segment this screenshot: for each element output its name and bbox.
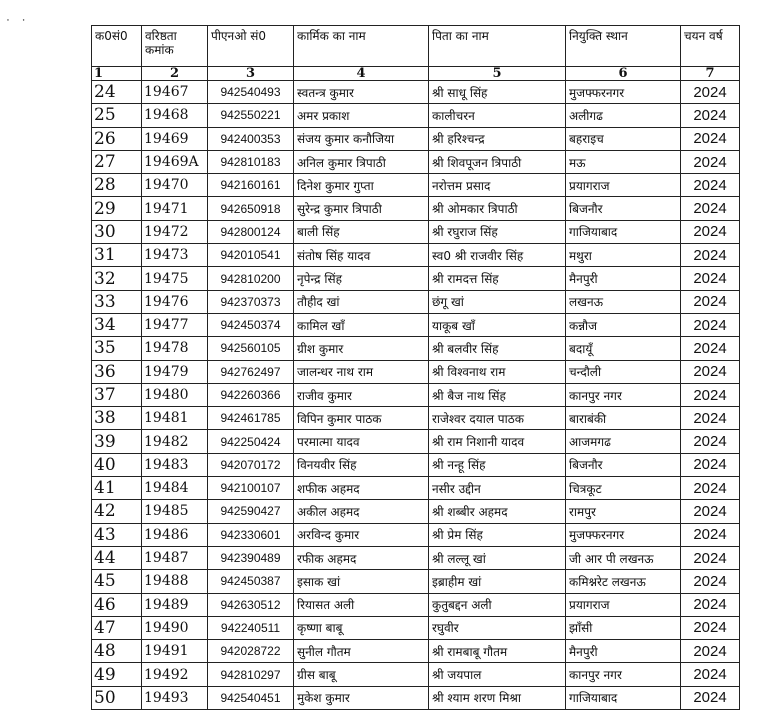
father-name-cell: स्व0 श्री राजवीर सिंह — [429, 244, 566, 267]
table-row — [92, 290, 740, 313]
posting-cell: बिजनौर — [566, 453, 681, 476]
name-cell: संजय कुमार कनौजिया — [294, 127, 429, 150]
serial-cell: 34 — [92, 313, 142, 336]
table-row — [92, 127, 740, 150]
name-cell: अमर प्रकाश — [294, 104, 429, 127]
father-name-cell: श्री नन्हू सिंह — [429, 453, 566, 476]
name-cell: नृपेन्द्र सिंह — [294, 267, 429, 290]
table-row — [92, 500, 740, 523]
table-row — [92, 360, 740, 383]
seniority-cell: 19485 — [142, 500, 208, 523]
seniority-cell: 19489 — [142, 593, 208, 616]
table-row — [92, 686, 740, 709]
header-serial: क0सं0 — [92, 26, 142, 67]
pno-cell: 942550221 — [208, 104, 294, 127]
name-cell: अनिल कुमार त्रिपाठी — [294, 150, 429, 173]
year-cell: 2024 — [681, 430, 740, 453]
father-name-cell: श्री शब्बीर अहमद — [429, 500, 566, 523]
column-number: 2 — [142, 67, 208, 81]
serial-cell: 42 — [92, 500, 142, 523]
pno-cell: 942630512 — [208, 593, 294, 616]
header-pno: पीएनओ सं0 — [208, 26, 294, 67]
father-name-cell: श्री राम निशानी यादव — [429, 430, 566, 453]
serial-cell: 44 — [92, 546, 142, 569]
year-cell: 2024 — [681, 570, 740, 593]
header-posting: नियुक्ति स्थान — [566, 26, 681, 67]
posting-cell: मैनपुरी — [566, 640, 681, 663]
table-row — [92, 453, 740, 476]
pno-cell: 942028722 — [208, 640, 294, 663]
seniority-cell: 19492 — [142, 663, 208, 686]
pno-cell: 942260366 — [208, 383, 294, 406]
year-cell: 2024 — [681, 523, 740, 546]
year-cell: 2024 — [681, 197, 740, 220]
column-number: 3 — [208, 67, 294, 81]
seniority-cell: 19467 — [142, 81, 208, 104]
father-name-cell: कालीचरन — [429, 104, 566, 127]
pno-cell: 942540493 — [208, 81, 294, 104]
father-name-cell: श्री शिवपूजन त्रिपाठी — [429, 150, 566, 173]
posting-cell: कमिश्नरेट लखनऊ — [566, 570, 681, 593]
pno-cell: 942450387 — [208, 570, 294, 593]
name-cell: कृष्णा बाबू — [294, 616, 429, 639]
pno-cell: 942400353 — [208, 127, 294, 150]
father-name-cell: श्री लल्लू खां — [429, 546, 566, 569]
year-cell: 2024 — [681, 407, 740, 430]
name-cell: रफीक अहमद — [294, 546, 429, 569]
name-cell: इसाक खां — [294, 570, 429, 593]
posting-cell: कानपुर नगर — [566, 663, 681, 686]
father-name-cell: नरोत्तम प्रसाद — [429, 174, 566, 197]
posting-cell: गाजियाबाद — [566, 686, 681, 709]
table-row — [92, 220, 740, 243]
header-father: पिता का नाम — [429, 26, 566, 67]
year-cell: 2024 — [681, 337, 740, 360]
pno-cell: 942450374 — [208, 313, 294, 336]
serial-cell: 41 — [92, 477, 142, 500]
serial-cell: 46 — [92, 593, 142, 616]
posting-cell: प्रयागराज — [566, 593, 681, 616]
posting-cell: मऊ — [566, 150, 681, 173]
corner-mark: ॱ ॱ — [6, 16, 30, 30]
serial-cell: 49 — [92, 663, 142, 686]
table-row — [92, 244, 740, 267]
posting-cell: जी आर पी लखनऊ — [566, 546, 681, 569]
table-row — [92, 570, 740, 593]
name-cell: संतोष सिंह यादव — [294, 244, 429, 267]
year-cell: 2024 — [681, 500, 740, 523]
father-name-cell: श्री बलवीर सिंह — [429, 337, 566, 360]
year-cell: 2024 — [681, 616, 740, 639]
serial-cell: 31 — [92, 244, 142, 267]
column-number: 4 — [294, 67, 429, 81]
year-cell: 2024 — [681, 663, 740, 686]
column-number: 5 — [429, 67, 566, 81]
name-cell: सुरेन्द्र कुमार त्रिपाठी — [294, 197, 429, 220]
serial-cell: 33 — [92, 290, 142, 313]
serial-cell: 36 — [92, 360, 142, 383]
pno-cell: 942160161 — [208, 174, 294, 197]
table-row — [92, 640, 740, 663]
year-cell: 2024 — [681, 593, 740, 616]
year-cell: 2024 — [681, 267, 740, 290]
year-cell: 2024 — [681, 220, 740, 243]
name-cell: अकील अहमद — [294, 500, 429, 523]
seniority-cell: 19488 — [142, 570, 208, 593]
year-cell: 2024 — [681, 546, 740, 569]
serial-cell: 48 — [92, 640, 142, 663]
name-cell: अरविन्द कुमार — [294, 523, 429, 546]
posting-cell: अलीगढ — [566, 104, 681, 127]
year-cell: 2024 — [681, 360, 740, 383]
seniority-cell: 19477 — [142, 313, 208, 336]
father-name-cell: श्री रामबाबू गौतम — [429, 640, 566, 663]
seniority-cell: 19476 — [142, 290, 208, 313]
posting-cell: प्रयागराज — [566, 174, 681, 197]
pno-cell: 942070172 — [208, 453, 294, 476]
posting-cell: लखनऊ — [566, 290, 681, 313]
seniority-cell: 19480 — [142, 383, 208, 406]
father-name-cell: श्री रघुराज सिंह — [429, 220, 566, 243]
pno-cell: 942590427 — [208, 500, 294, 523]
father-name-cell: श्री श्याम शरण मिश्रा — [429, 686, 566, 709]
header-seniority: वरिष्ठता कमांक — [142, 26, 208, 67]
seniority-cell: 19472 — [142, 220, 208, 243]
table-row — [92, 616, 740, 639]
posting-cell: रामपुर — [566, 500, 681, 523]
name-cell: ग्रीश कुमार — [294, 337, 429, 360]
posting-cell: बाराबंकी — [566, 407, 681, 430]
posting-cell: बिजनौर — [566, 197, 681, 220]
posting-cell: मैनपुरी — [566, 267, 681, 290]
serial-cell: 28 — [92, 174, 142, 197]
year-cell: 2024 — [681, 313, 740, 336]
father-name-cell: श्री प्रेम सिंह — [429, 523, 566, 546]
serial-cell: 35 — [92, 337, 142, 360]
posting-cell: कन्नौज — [566, 313, 681, 336]
year-cell: 2024 — [681, 477, 740, 500]
father-name-cell: नसीर उद्दीन — [429, 477, 566, 500]
seniority-cell: 19487 — [142, 546, 208, 569]
table-row — [92, 523, 740, 546]
pno-cell: 942461785 — [208, 407, 294, 430]
father-name-cell: इब्राहीम खां — [429, 570, 566, 593]
table-row — [92, 174, 740, 197]
name-cell: रियासत अली — [294, 593, 429, 616]
serial-cell: 29 — [92, 197, 142, 220]
year-cell: 2024 — [681, 640, 740, 663]
pno-cell: 942810200 — [208, 267, 294, 290]
pno-cell: 942370373 — [208, 290, 294, 313]
seniority-cell: 19478 — [142, 337, 208, 360]
pno-cell: 942650918 — [208, 197, 294, 220]
posting-cell: मथुरा — [566, 244, 681, 267]
serial-cell: 32 — [92, 267, 142, 290]
header-name: कार्मिक का नाम — [294, 26, 429, 67]
seniority-cell: 19483 — [142, 453, 208, 476]
name-cell: स्वतन्त्र कुमार — [294, 81, 429, 104]
column-number: 1 — [92, 67, 142, 81]
posting-cell: झाँसी — [566, 616, 681, 639]
column-number-row — [92, 67, 740, 81]
pno-cell: 942540451 — [208, 686, 294, 709]
table-row — [92, 546, 740, 569]
name-cell: मुकेश कुमार — [294, 686, 429, 709]
pno-cell: 942560105 — [208, 337, 294, 360]
year-cell: 2024 — [681, 686, 740, 709]
table-row — [92, 267, 740, 290]
name-cell: विनयवीर सिंह — [294, 453, 429, 476]
seniority-cell: 19479 — [142, 360, 208, 383]
father-name-cell: याकूब खाँ — [429, 313, 566, 336]
seniority-cell: 19469A — [142, 150, 208, 173]
pno-cell: 942250424 — [208, 430, 294, 453]
seniority-cell: 19475 — [142, 267, 208, 290]
header-row — [92, 26, 740, 67]
year-cell: 2024 — [681, 174, 740, 197]
posting-cell: चित्रकूट — [566, 477, 681, 500]
posting-cell: बदायूँ — [566, 337, 681, 360]
posting-cell: आजमगढ — [566, 430, 681, 453]
pno-cell: 942810183 — [208, 150, 294, 173]
serial-cell: 25 — [92, 104, 142, 127]
serial-cell: 30 — [92, 220, 142, 243]
father-name-cell: श्री हरिश्चन्द्र — [429, 127, 566, 150]
table-row — [92, 430, 740, 453]
father-name-cell: श्री रामदत्त सिंह — [429, 267, 566, 290]
father-name-cell: राजेश्वर दयाल पाठक — [429, 407, 566, 430]
name-cell: राजीव कुमार — [294, 383, 429, 406]
name-cell: कामिल खाँ — [294, 313, 429, 336]
father-name-cell: श्री बैज नाथ सिंह — [429, 383, 566, 406]
header-year: चयन वर्ष — [681, 26, 740, 67]
seniority-cell: 19471 — [142, 197, 208, 220]
pno-cell: 942390489 — [208, 546, 294, 569]
serial-cell: 43 — [92, 523, 142, 546]
name-cell: तौहीद खां — [294, 290, 429, 313]
seniority-cell: 19490 — [142, 616, 208, 639]
serial-cell: 38 — [92, 407, 142, 430]
seniority-cell: 19481 — [142, 407, 208, 430]
table-row — [92, 197, 740, 220]
name-cell: परमात्मा यादव — [294, 430, 429, 453]
table-row — [92, 477, 740, 500]
serial-cell: 37 — [92, 383, 142, 406]
father-name-cell: श्री विश्वनाथ राम — [429, 360, 566, 383]
seniority-cell: 19468 — [142, 104, 208, 127]
name-cell: विपिन कुमार पाठक — [294, 407, 429, 430]
table-row — [92, 150, 740, 173]
pno-cell: 942100107 — [208, 477, 294, 500]
posting-cell: कानपुर नगर — [566, 383, 681, 406]
table-row — [92, 104, 740, 127]
father-name-cell: श्री जयपाल — [429, 663, 566, 686]
year-cell: 2024 — [681, 104, 740, 127]
posting-cell: मुजफ्फरनगर — [566, 81, 681, 104]
pno-cell: 942240511 — [208, 616, 294, 639]
seniority-cell: 19491 — [142, 640, 208, 663]
column-number: 7 — [681, 67, 740, 81]
name-cell: जालन्धर नाथ राम — [294, 360, 429, 383]
posting-cell: गाजियाबाद — [566, 220, 681, 243]
father-name-cell: श्री ओमकार त्रिपाठी — [429, 197, 566, 220]
name-cell: सुनील गौतम — [294, 640, 429, 663]
pno-cell: 942010541 — [208, 244, 294, 267]
serial-cell: 45 — [92, 570, 142, 593]
serial-cell: 39 — [92, 430, 142, 453]
seniority-cell: 19469 — [142, 127, 208, 150]
year-cell: 2024 — [681, 150, 740, 173]
serial-cell: 27 — [92, 150, 142, 173]
year-cell: 2024 — [681, 453, 740, 476]
name-cell: दिनेश कुमार गुप्ता — [294, 174, 429, 197]
year-cell: 2024 — [681, 383, 740, 406]
posting-cell: मुजफ्फरनगर — [566, 523, 681, 546]
serial-cell: 26 — [92, 127, 142, 150]
pno-cell: 942800124 — [208, 220, 294, 243]
serial-cell: 50 — [92, 686, 142, 709]
year-cell: 2024 — [681, 127, 740, 150]
seniority-cell: 19473 — [142, 244, 208, 267]
father-name-cell: कुतुबद्दन अली — [429, 593, 566, 616]
posting-cell: बहराइच — [566, 127, 681, 150]
year-cell: 2024 — [681, 290, 740, 313]
table-row — [92, 383, 740, 406]
seniority-cell: 19484 — [142, 477, 208, 500]
year-cell: 2024 — [681, 244, 740, 267]
seniority-cell: 19486 — [142, 523, 208, 546]
column-number: 6 — [566, 67, 681, 81]
name-cell: ग्रीस बाबू — [294, 663, 429, 686]
table-row — [92, 337, 740, 360]
table-row — [92, 81, 740, 104]
posting-cell: चन्दौली — [566, 360, 681, 383]
personnel-table — [91, 25, 740, 710]
table-row — [92, 593, 740, 616]
serial-cell: 24 — [92, 81, 142, 104]
table-row — [92, 407, 740, 430]
seniority-cell: 19493 — [142, 686, 208, 709]
seniority-cell: 19470 — [142, 174, 208, 197]
serial-cell: 40 — [92, 453, 142, 476]
table-row — [92, 663, 740, 686]
pno-cell: 942762497 — [208, 360, 294, 383]
name-cell: शफीक अहमद — [294, 477, 429, 500]
father-name-cell: छंगू खां — [429, 290, 566, 313]
father-name-cell: श्री साधू सिंह — [429, 81, 566, 104]
pno-cell: 942330601 — [208, 523, 294, 546]
name-cell: बाली सिंह — [294, 220, 429, 243]
seniority-cell: 19482 — [142, 430, 208, 453]
pno-cell: 942810297 — [208, 663, 294, 686]
year-cell: 2024 — [681, 81, 740, 104]
serial-cell: 47 — [92, 616, 142, 639]
table-row — [92, 313, 740, 336]
father-name-cell: रघुवीर — [429, 616, 566, 639]
